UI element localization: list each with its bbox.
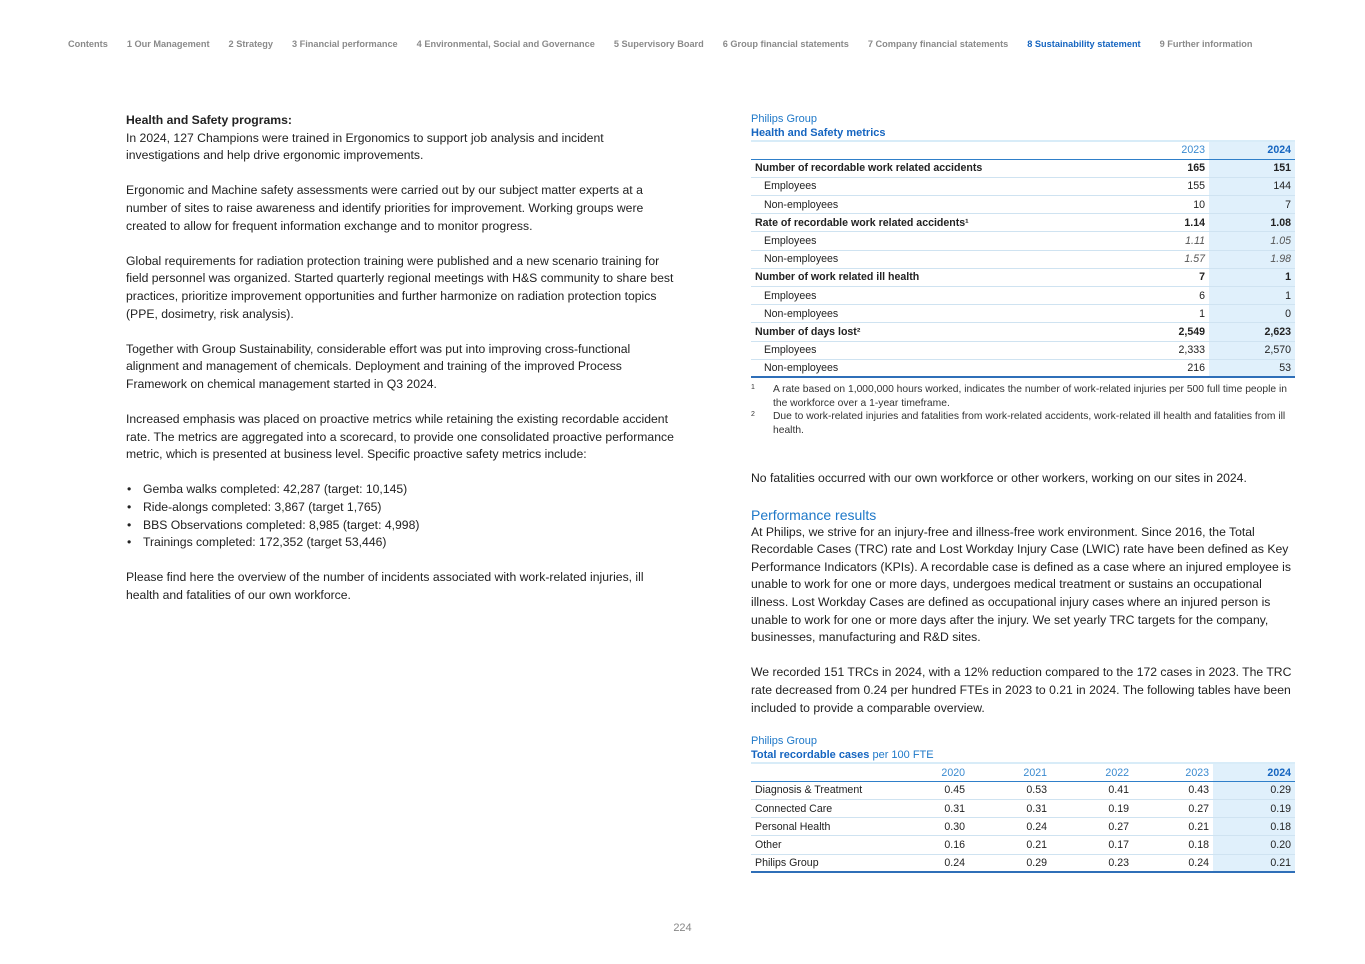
value-2024: 0.29 bbox=[1213, 781, 1295, 799]
value-2024: 1 bbox=[1209, 287, 1295, 305]
paragraph-chemicals: Together with Group Sustainability, considerable effort was put into improving cross-functional alignment and management of chemicals. Deployment and training of the improved Process Framework on chemical management started in Q3 2024. bbox=[126, 341, 631, 391]
value-2022: 0.41 bbox=[1051, 781, 1133, 799]
footnote-1 bbox=[751, 383, 1296, 410]
header-2024: 2024 bbox=[1213, 763, 1295, 781]
value-2020: 0.45 bbox=[887, 781, 969, 799]
table-row bbox=[751, 800, 1295, 818]
value-2023: 6 bbox=[1123, 287, 1209, 305]
value-2024: 1 bbox=[1209, 268, 1295, 286]
value-2023: 2,549 bbox=[1123, 323, 1209, 341]
table-row bbox=[751, 818, 1295, 836]
nav-contents[interactable]: Contents bbox=[68, 39, 108, 49]
table-row bbox=[751, 250, 1295, 268]
header-2023: 2023 bbox=[1133, 763, 1213, 781]
value-2024: 0.19 bbox=[1213, 800, 1295, 818]
row-label: Number of recordable work related accidents bbox=[751, 159, 1123, 177]
paragraph-machine-safety: Ergonomic and Machine safety assessments were carried out by our subject matter experts at a number of sites to raise awareness and identify priorities for improvement. Working groups were created to allow for frequent information exchange and to monitor progress. bbox=[126, 183, 644, 233]
value-2023: 2,333 bbox=[1123, 341, 1209, 359]
table-caption-group: Philips Group bbox=[751, 113, 818, 125]
value-2024: 0 bbox=[1209, 305, 1295, 323]
row-label: Number of days lost² bbox=[751, 323, 1123, 341]
value-2024: 2,570 bbox=[1209, 341, 1295, 359]
value-2024: 53 bbox=[1209, 359, 1295, 377]
nav-our-management[interactable]: 1 Our Management bbox=[126, 39, 210, 49]
value-2021: 0.24 bbox=[969, 818, 1051, 836]
table-footnotes bbox=[751, 383, 1296, 437]
table-row bbox=[751, 232, 1295, 250]
row-label: Employees bbox=[751, 232, 1123, 250]
nav-strategy[interactable]: 2 Strategy bbox=[228, 39, 273, 49]
table-row bbox=[751, 323, 1295, 341]
footnote-mark: 1 bbox=[751, 384, 755, 392]
table-caption-group: Philips Group bbox=[751, 735, 818, 748]
proactive-metrics-list bbox=[126, 481, 678, 551]
footnote-2 bbox=[751, 410, 1296, 437]
row-label: Philips Group bbox=[751, 854, 887, 872]
value-2022: 0.19 bbox=[1051, 800, 1133, 818]
row-label: Non-employees bbox=[751, 305, 1123, 323]
value-2024: 144 bbox=[1209, 177, 1295, 195]
table-row bbox=[751, 214, 1295, 232]
value-2022: 0.27 bbox=[1051, 818, 1133, 836]
row-label: Diagnosis & Treatment bbox=[751, 781, 887, 799]
nav-sustainability-statement[interactable]: 8 Sustainability statement bbox=[1027, 39, 1141, 49]
row-label: Other bbox=[751, 836, 887, 854]
value-2023: 0.18 bbox=[1133, 836, 1213, 854]
table-row bbox=[751, 268, 1295, 286]
value-2021: 0.53 bbox=[969, 781, 1051, 799]
value-2020: 0.30 bbox=[887, 818, 969, 836]
row-label: Non-employees bbox=[751, 196, 1123, 214]
value-2022: 0.23 bbox=[1051, 854, 1133, 872]
footnote-text: Due to work-related injuries and fatalities from work-related accidents, work-related ill health and fatalities from ill health. bbox=[773, 411, 1286, 436]
page-number: 224 bbox=[673, 922, 692, 934]
value-2023: 0.43 bbox=[1133, 781, 1213, 799]
list-item: • Trainings completed: 172,352 (target 53,446) bbox=[126, 534, 678, 552]
table-row bbox=[751, 359, 1295, 377]
table-row bbox=[751, 159, 1295, 177]
header-2020: 2020 bbox=[887, 763, 969, 781]
row-label: Rate of recordable work related accidents¹ bbox=[751, 214, 1123, 232]
value-2023: 0.24 bbox=[1133, 854, 1213, 872]
table-row bbox=[751, 305, 1295, 323]
value-2024: 0.21 bbox=[1213, 854, 1295, 872]
header-label bbox=[751, 141, 1123, 159]
value-2024: 151 bbox=[1209, 159, 1295, 177]
value-2024: 7 bbox=[1209, 196, 1295, 214]
section-title-performance: Performance results bbox=[751, 506, 877, 523]
nav-supervisory-board[interactable]: 5 Supervisory Board bbox=[613, 39, 704, 49]
header-2022: 2022 bbox=[1051, 763, 1133, 781]
table-header-row bbox=[751, 763, 1295, 781]
table-row bbox=[751, 836, 1295, 854]
row-label: Employees bbox=[751, 341, 1123, 359]
footnote-text: A rate based on 1,000,000 hours worked, indicates the number of work-related injuries per 500 full time people in the workforce over a 1-year timeframe. bbox=[773, 384, 1288, 409]
paragraph-trc-results: We recorded 151 TRCs in 2024, with a 12% reduction compared to the 172 cases in 2023. The TRC rate decreased from 0.24 per hundred FTEs in 2023 to 0.21 in 2024. The following tables have been included to provide a comparable overview. bbox=[751, 665, 1292, 715]
value-2020: 0.24 bbox=[887, 854, 969, 872]
table-row bbox=[751, 854, 1295, 872]
paragraph-performance-intro: At Philips, we strive for an injury-free and illness-free work environment. Since 2016, the Total Recordable Cases (TRC) rate and Lost Workday Injury Case (LWIC) rate have been defined as Key Performance Indicators (KPIs). A recordable case is defined as a case where an injured employee is unable to work for one or more days, undergoes medical treatment or sustains an occupational illness. Lost Workday Cases are defined as occupational injury cases where an injured person is unable to work for one or more days after the injury. We set yearly TRC targets for the company, businesses, manufacturing and R&D sites. bbox=[751, 524, 1291, 645]
value-2023: 155 bbox=[1123, 177, 1209, 195]
row-label: Employees bbox=[751, 287, 1123, 305]
list-item: • Ride-alongs completed: 3,867 (target 1,765) bbox=[126, 499, 678, 517]
left-column bbox=[126, 112, 678, 622]
row-label: Employees bbox=[751, 177, 1123, 195]
value-2024: 2,623 bbox=[1209, 323, 1295, 341]
value-2023: 1.57 bbox=[1123, 250, 1209, 268]
nav-esg[interactable]: 4 Environmental, Social and Governance bbox=[416, 39, 595, 49]
header-2023: 2023 bbox=[1123, 141, 1209, 159]
right-column bbox=[751, 112, 1296, 873]
table-row bbox=[751, 287, 1295, 305]
nav-group-financial-statements[interactable]: 6 Group financial statements bbox=[722, 39, 849, 49]
table-header-row bbox=[751, 141, 1295, 159]
table-row bbox=[751, 177, 1295, 195]
nav-financial-performance[interactable]: 3 Financial performance bbox=[291, 39, 398, 49]
value-2023: 1.14 bbox=[1123, 214, 1209, 232]
list-item: • BBS Observations completed: 8,985 (target: 4,998) bbox=[126, 517, 678, 535]
section-navigation bbox=[68, 39, 1272, 49]
value-2023: 10 bbox=[1123, 196, 1209, 214]
nav-further-information[interactable]: 9 Further information bbox=[1159, 39, 1253, 49]
paragraph-no-fatalities: No fatalities occurred with our own workforce or other workers, working on our sites in 2024. bbox=[751, 471, 1247, 486]
value-2022: 0.17 bbox=[1051, 836, 1133, 854]
value-2020: 0.31 bbox=[887, 800, 969, 818]
list-item: • Gemba walks completed: 42,287 (target: 10,145) bbox=[126, 481, 678, 499]
row-label: Connected Care bbox=[751, 800, 887, 818]
row-label: Personal Health bbox=[751, 818, 887, 836]
table-caption-title: Total recordable cases per 100 FTE bbox=[751, 749, 934, 762]
health-safety-metrics-table bbox=[751, 140, 1295, 378]
row-label: Number of work related ill health bbox=[751, 268, 1123, 286]
value-2024: 0.18 bbox=[1213, 818, 1295, 836]
footnote-mark: 2 bbox=[751, 411, 755, 419]
value-2021: 0.21 bbox=[969, 836, 1051, 854]
header-2024: 2024 bbox=[1209, 141, 1295, 159]
paragraph-ergonomics-champions: In 2024, 127 Champions were trained in Ergonomics to support job analysis and incident investigations and help drive ergonomic improvements. bbox=[126, 130, 604, 163]
paragraph-radiation-protection: Global requirements for radiation protection training were published and a new scenario training for field personnel was organized. Started quarterly regional meetings with H&S community to share best practices, prioritize improvement opportunities and further harmonize on radiation protection topics (PPE, dosimetry, risk analysis). bbox=[126, 253, 674, 321]
value-2020: 0.16 bbox=[887, 836, 969, 854]
section-heading: Health and Safety programs: bbox=[126, 113, 292, 127]
value-2024: 0.20 bbox=[1213, 836, 1295, 854]
table-caption-unit: per 100 FTE bbox=[872, 749, 934, 762]
value-2023: 165 bbox=[1123, 159, 1209, 177]
table-caption-title: Health and Safety metrics bbox=[751, 127, 886, 139]
paragraph-overview: Please find here the overview of the number of incidents associated with work-related injuries, ill health and fatalities of our own workforce. bbox=[126, 570, 644, 603]
value-2024: 1.05 bbox=[1209, 232, 1295, 250]
paragraph-proactive-metrics: Increased emphasis was placed on proactive metrics while retaining the existing recordable accident rate. The metrics are aggregated into a scorecard, to provide one consolidated proactive performance metric, which is presented at business level. Specific proactive safety metrics include: bbox=[126, 412, 674, 462]
row-label: Non-employees bbox=[751, 359, 1123, 377]
table-row bbox=[751, 341, 1295, 359]
table-row bbox=[751, 196, 1295, 214]
row-label: Non-employees bbox=[751, 250, 1123, 268]
header-label bbox=[751, 763, 887, 781]
value-2023: 216 bbox=[1123, 359, 1209, 377]
header-2021: 2021 bbox=[969, 763, 1051, 781]
table-row bbox=[751, 781, 1295, 799]
value-2024: 1.98 bbox=[1209, 250, 1295, 268]
value-2023: 0.21 bbox=[1133, 818, 1213, 836]
value-2021: 0.29 bbox=[969, 854, 1051, 872]
value-2021: 0.31 bbox=[969, 800, 1051, 818]
total-recordable-cases-table bbox=[751, 762, 1295, 873]
value-2023: 1.11 bbox=[1123, 232, 1209, 250]
value-2023: 1 bbox=[1123, 305, 1209, 323]
value-2023: 0.27 bbox=[1133, 800, 1213, 818]
value-2023: 7 bbox=[1123, 268, 1209, 286]
value-2024: 1.08 bbox=[1209, 214, 1295, 232]
nav-company-financial-statements[interactable]: 7 Company financial statements bbox=[867, 39, 1009, 49]
